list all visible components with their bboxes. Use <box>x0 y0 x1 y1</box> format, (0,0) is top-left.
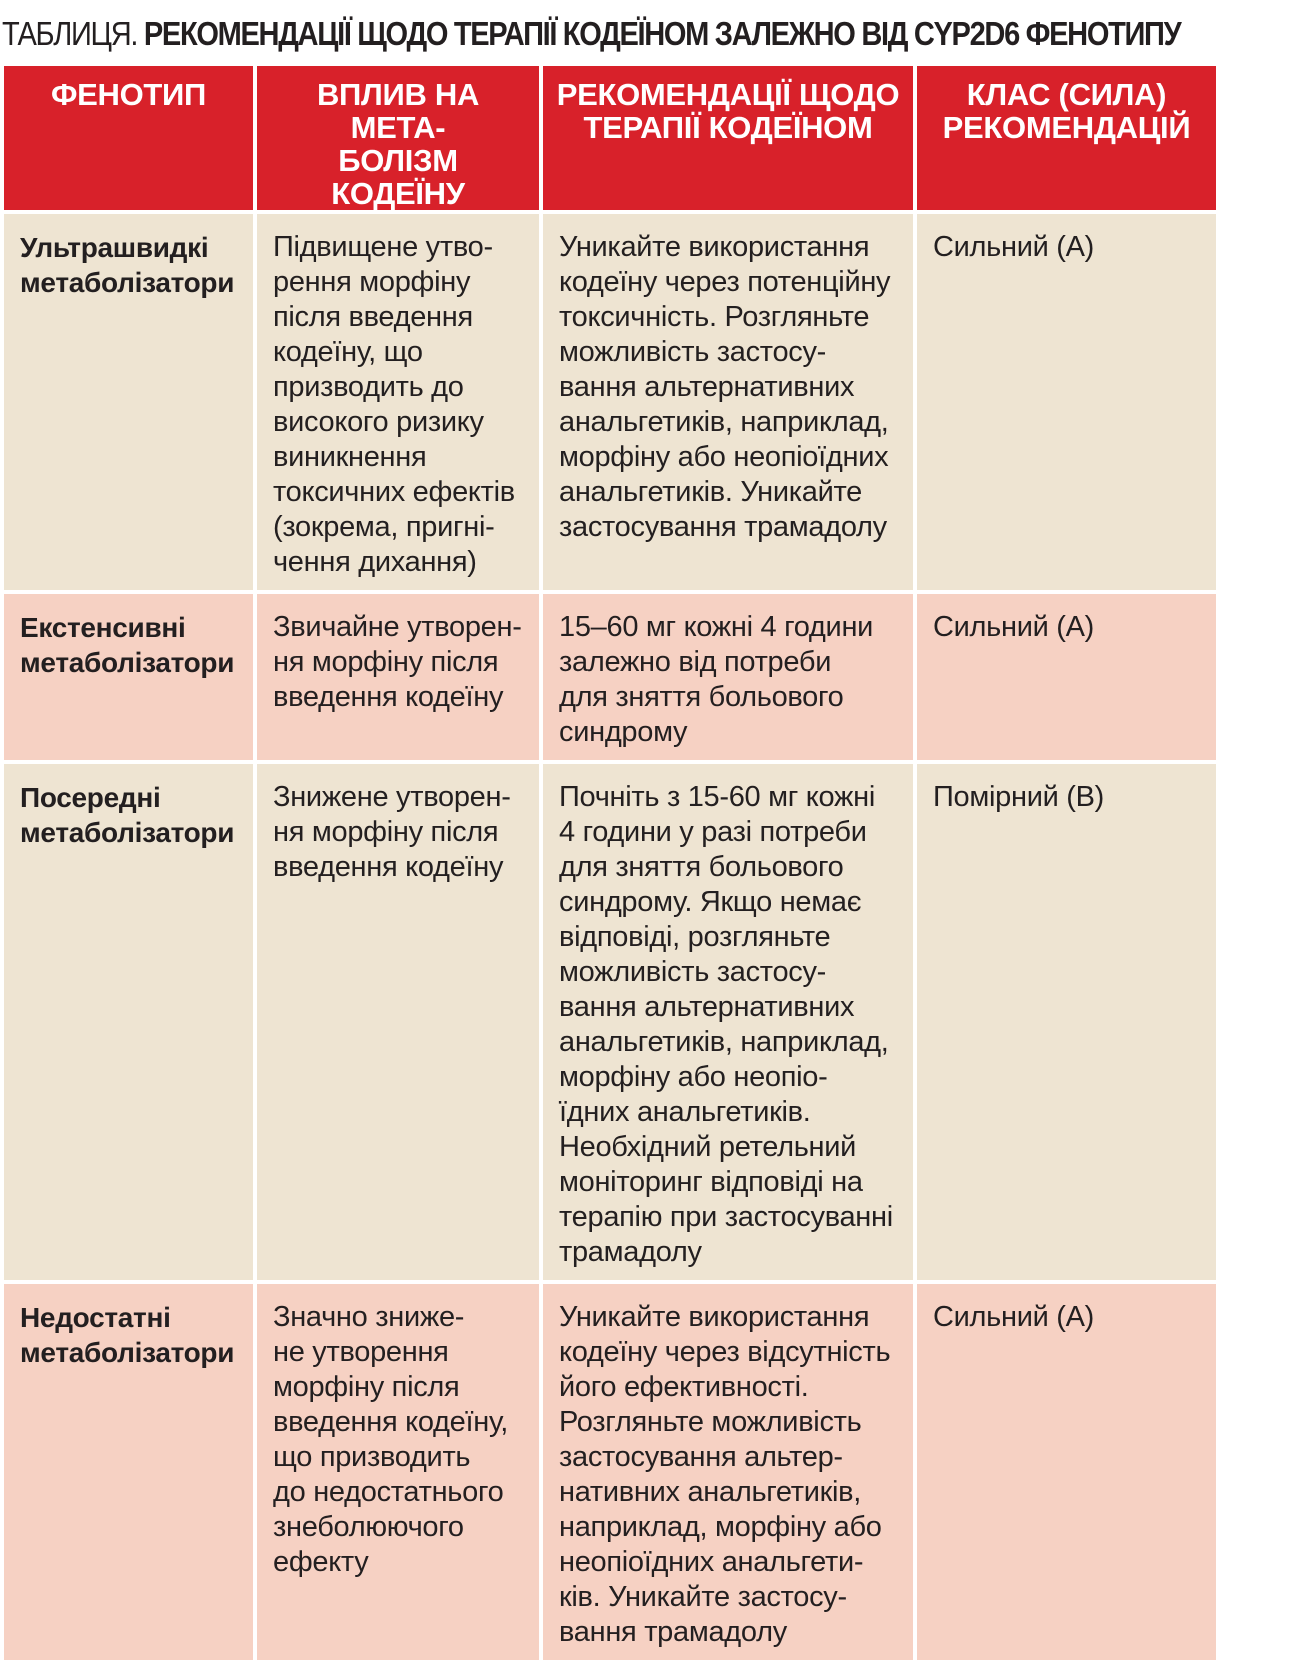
effect-text: Значно зниже- не утворення морфіну після введення кодеїну, що призводить до недостатнього знеболюючого ефекту <box>273 1301 508 1578</box>
cell-strength <box>915 1282 1216 1662</box>
cell-recommendation <box>541 212 915 592</box>
header-metabolism-effect-label: ВПЛИВ НА МЕТА- БОЛІЗМ КОДЕЇНУ <box>316 77 480 211</box>
header-therapy-recommendations-label: РЕКОМЕНДАЦІЇ ЩОДО ТЕРАПІЇ КОДЕЇНОМ <box>556 77 900 145</box>
cell-effect <box>255 762 541 1282</box>
effect-text: Звичайне утворен- ня морфіну після введення кодеїну <box>273 611 522 713</box>
header-phenotype <box>4 66 255 212</box>
header-recommendation-strength-label: КЛАС (СИЛА) РЕКОМЕНДАЦІЙ <box>942 77 1191 145</box>
codeine-recommendations-table <box>4 66 1216 1664</box>
recommendation-text: Уникайте використання кодеїну через потенційну токсичність. Розгляньте можливість застосу- вання альтернативних анальгетиків, наприклад, морфіну або неопіоїдних анальгетиків. Уникайте застосування трамадолу <box>559 231 891 543</box>
cell-effect <box>255 212 541 592</box>
strength-text: Сильний (А) <box>933 1301 1095 1333</box>
cell-phenotype <box>4 762 255 1282</box>
phenotype-label: Ультрашвидкі метаболізатори <box>20 232 235 298</box>
cell-effect <box>255 1282 541 1662</box>
table-row <box>4 762 1216 1282</box>
table-title-prefix: ТАБЛИЦЯ. <box>2 15 144 52</box>
header-phenotype-label: ФЕНОТИП <box>50 77 207 112</box>
strength-text: Сильний (А) <box>933 611 1095 643</box>
cell-recommendation <box>541 762 915 1282</box>
header-therapy-recommendations <box>541 66 915 212</box>
phenotype-label: Посередні метаболізатори <box>20 782 235 848</box>
recommendation-text: Уникайте використання кодеїну через відсутність його ефективності. Розгляньте можливість застосування альтер- нативних анальгетиків, наприклад, морфіну або неопіоїдних анальгети- ків. Уникайте застосу- вання трамадолу <box>559 1301 891 1648</box>
cell-effect <box>255 592 541 762</box>
table-title-main: РЕКОМЕНДАЦІЇ ЩОДО ТЕРАПІЇ КОДЕЇНОМ ЗАЛЕЖНО ВІД CYP2D6 ФЕНОТИПУ <box>143 15 1181 52</box>
cell-strength <box>915 762 1216 1282</box>
cell-phenotype <box>4 592 255 762</box>
phenotype-label: Недостатні метаболізатори <box>20 1302 235 1368</box>
header-metabolism-effect <box>255 66 541 212</box>
cell-recommendation <box>541 1282 915 1662</box>
cell-phenotype <box>4 212 255 592</box>
table-row <box>4 592 1216 762</box>
recommendation-text: 15–60 мг кожні 4 години залежно від потреби для зняття больового синдрому <box>559 611 874 748</box>
effect-text: Знижене утворен- ня морфіну після введення кодеїну <box>273 781 511 883</box>
table-row <box>4 1282 1216 1662</box>
strength-text: Помірний (В) <box>933 781 1105 813</box>
phenotype-label: Екстенсивні метаболізатори <box>20 612 235 678</box>
cell-strength <box>915 592 1216 762</box>
cell-phenotype <box>4 1282 255 1662</box>
recommendation-text: Почніть з 15-60 мг кожні 4 години у разі потреби для зняття больового синдрому. Якщо немає відповіді, розгляньте можливість застосу- вання альтернативних анальгетиків, наприклад, морфіну або неопіо- їдних анальгетиків. Необхідний ретельний моніторинг відповіді на терапію при застосуванні трамадолу <box>559 781 893 1268</box>
table-row <box>4 212 1216 592</box>
cell-recommendation <box>541 592 915 762</box>
cell-strength <box>915 212 1216 592</box>
table-title <box>2 14 1180 54</box>
table-header-row <box>4 66 1216 212</box>
header-recommendation-strength <box>915 66 1216 212</box>
effect-text: Підвищене утво- рення морфіну після введення кодеїну, що призводить до високого ризику виникнення токсичних ефектів (зокрема, пригні- чення дихання) <box>273 231 515 578</box>
strength-text: Сильний (А) <box>933 231 1095 263</box>
